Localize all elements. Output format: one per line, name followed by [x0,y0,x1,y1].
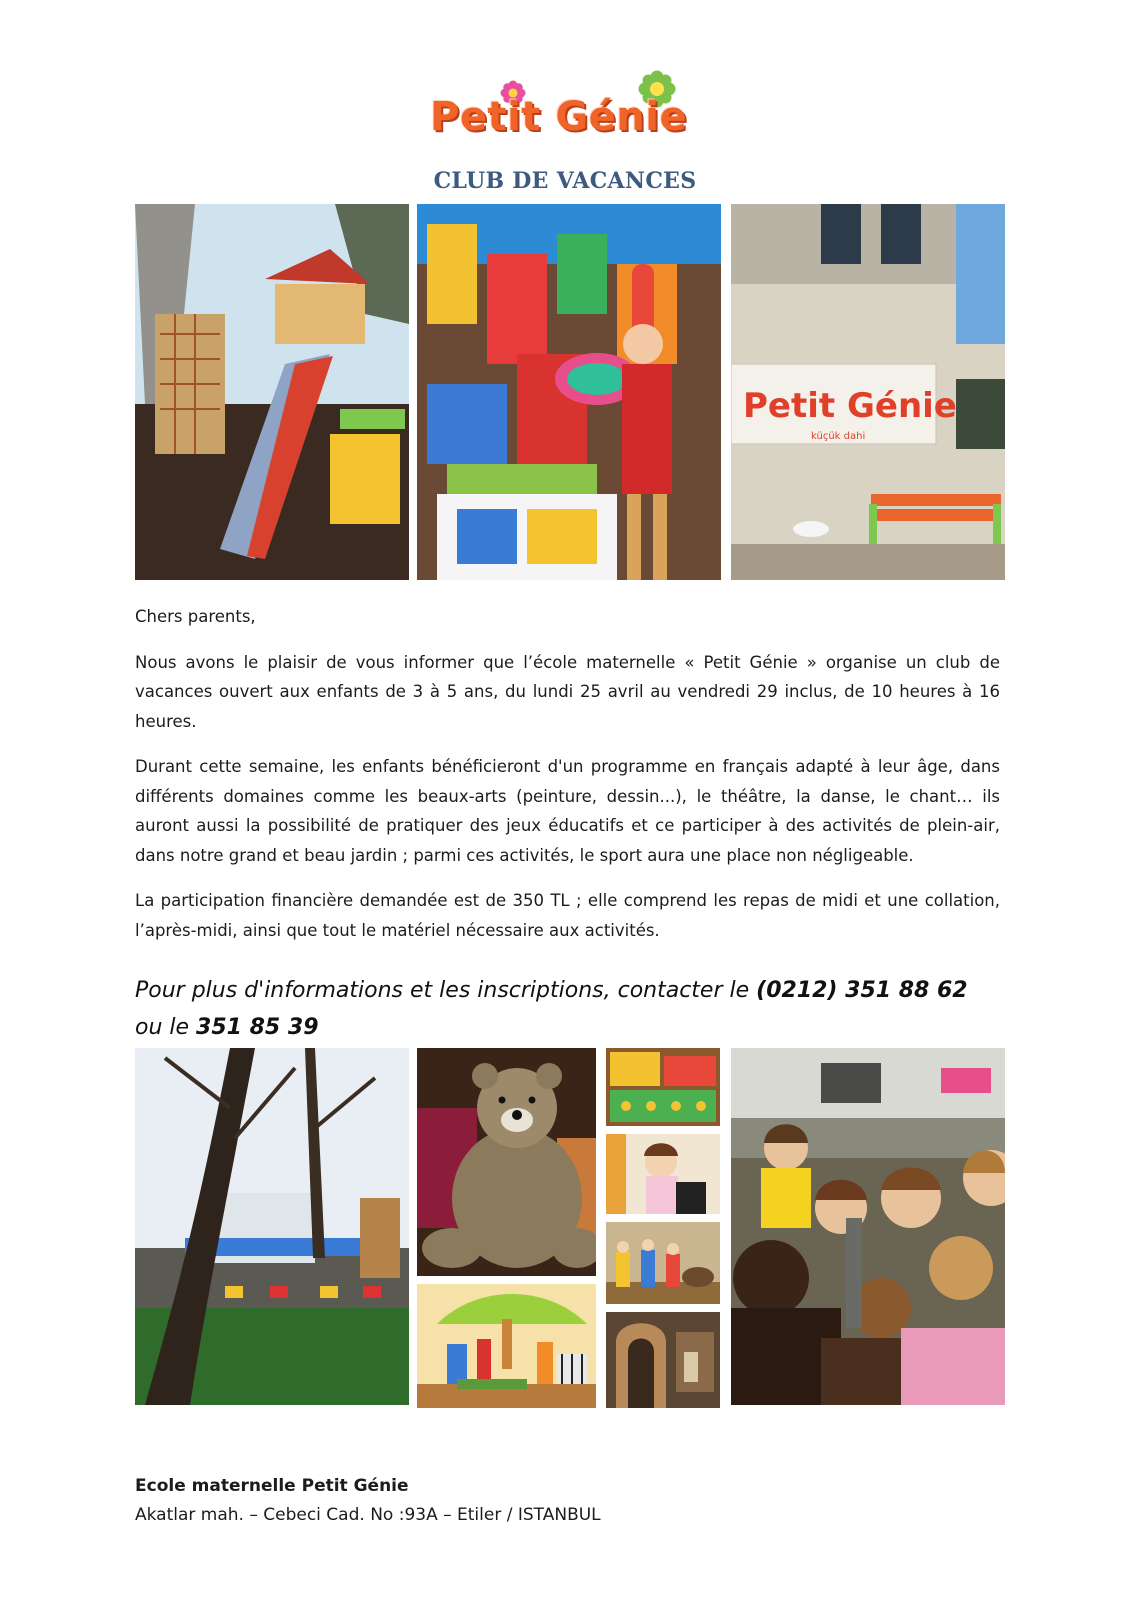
paragraph-intro: Nous avons le plaisir de vous informer que l’école maternelle « Petit Génie » organise un club de vacances ouvert aux enfants de 3 à 5 ans, du lundi 25 avril au vendredi 29 inclus, de 10 heures à 16 heures. [135,652,1000,731]
school-sign-subtext: küçük dahi [811,431,866,442]
paragraph-price: La participation financière demandée est de 350 TL ; elle comprend les repas de midi et une collation, l’après-midi, ainsi que tout le matériel nécessaire aux activités. [135,891,1000,940]
greeting: Chers parents, [135,607,256,626]
logo-text: Petit Génie [430,94,688,140]
dollhouse-photo [606,1312,720,1408]
contact-info [135,972,1035,1046]
footer [135,1472,601,1530]
school-wall-photo [731,204,1005,580]
contact-middle: ou le [135,1015,197,1040]
contact-prefix: Pour plus d'informations et les inscriptions, contacter le [135,978,757,1003]
page-title: CLUB DE VACANCES [433,168,697,194]
toys-shelf-photo [417,204,721,580]
letter-body [135,602,1000,961]
wooden-figures-photo [606,1222,720,1304]
board-game-photo [606,1048,720,1126]
garden-photo [135,1048,409,1405]
school-sign-text: Petit Génie [743,386,957,426]
paragraph-program: Durant cette semaine, les enfants bénéficieront d'un programme en français adapté à leur âge, dans différents domaines comme les beaux-arts (peinture, dessin...), le théâtre, la danse, le chant… ils auront aussi la possibilité de pratiquer des jeux éducatifs et ce participer à des activités de plein-air, dans notre grand et beau jardin ; parmi ces activités, le sport aura une place non négligeable. [135,757,1000,865]
phone-number-2: 351 85 39 [196,1015,319,1040]
wooden-animals-photo [417,1284,596,1408]
school-name: Ecole maternelle Petit Génie [135,1476,409,1496]
playground-slide-photo [135,204,409,580]
teddy-bear-photo [417,1048,596,1276]
children-group-photo [731,1048,1005,1405]
school-address: Akatlar mah. – Cebeci Cad. No :93A – Etiler / ISTANBUL [135,1505,601,1525]
phone-number-1: (0212) 351 88 62 [756,978,968,1003]
petit-genie-logo [420,68,710,148]
dolls-photo [606,1134,720,1214]
